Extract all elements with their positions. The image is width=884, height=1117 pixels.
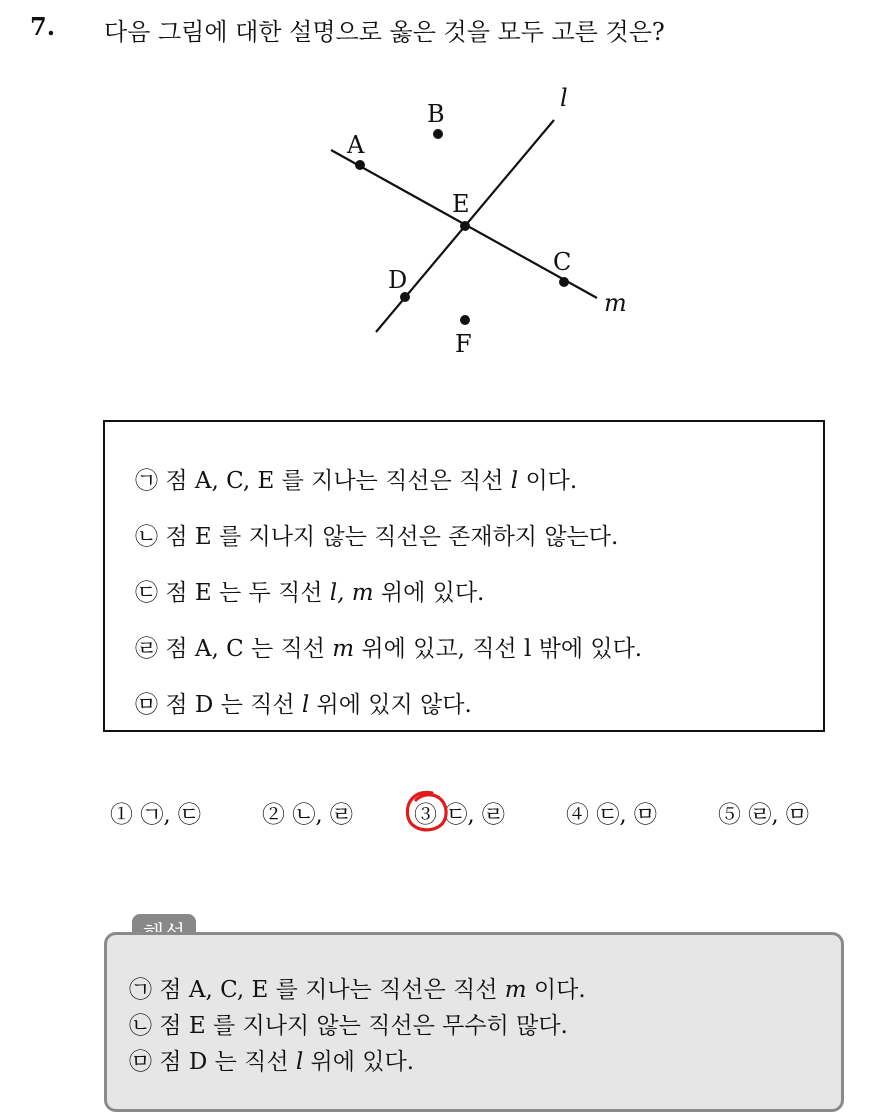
geometry-figure [0, 0, 884, 400]
explanation-text: ㉡ 점 E 를 지나지 않는 직선은 무수히 많다. [129, 1013, 568, 1039]
choice-answer: ㉡, ㉣ [292, 802, 353, 828]
choice-1[interactable] [110, 796, 201, 829]
question-text: 다음 그림에 대한 설명으로 옳은 것을 모두 고른 것은? [104, 18, 665, 46]
label-l: l [560, 84, 568, 112]
statement-5 [135, 686, 472, 719]
choice-answer: ㉠, ㉢ [140, 802, 201, 828]
choice-4[interactable] [566, 796, 657, 829]
statement-var: m [332, 636, 355, 662]
statement-text-end: 위에 있고, 직선 l 밖에 있다. [354, 636, 643, 662]
label-d: D [388, 266, 408, 294]
statement-text-end: 이다. [518, 468, 578, 494]
statement-var: l, m [329, 580, 374, 606]
point-b [433, 129, 443, 139]
label-e: E [452, 190, 470, 218]
choice-number: ① [110, 802, 133, 828]
choice-5[interactable] [718, 796, 809, 829]
statement-marker: ㉡ [135, 524, 158, 550]
statement-text-end: 위에 있다. [373, 580, 485, 606]
choice-number: ⑤ [718, 802, 741, 828]
statement-text: 점 E 는 두 직선 [165, 580, 330, 606]
statement-marker: ㉠ [135, 468, 158, 494]
explanation-text: ㉠ 점 A, C, E 를 지나는 직선은 직선 [129, 977, 505, 1003]
statement-marker: ㉤ [135, 692, 158, 718]
explanation-line-3 [129, 1043, 414, 1076]
statements-box [103, 420, 825, 732]
explanation-text-end: 이다. [526, 977, 586, 1003]
statement-marker: ㉢ [135, 580, 158, 606]
choice-number: ② [262, 802, 285, 828]
choice-number: ④ [566, 802, 589, 828]
statement-var: l [301, 692, 310, 718]
explanation-text-end: 위에 있다. [303, 1049, 415, 1075]
explanation-line-2 [129, 1007, 568, 1040]
statement-4 [135, 630, 642, 663]
point-f [460, 315, 470, 325]
explanation-text: ㉤ 점 D 는 직선 [129, 1049, 296, 1075]
choice-number: ③ [414, 802, 437, 828]
statement-text: 점 A, C 는 직선 [165, 636, 333, 662]
statement-3 [135, 574, 484, 607]
label-m: m [604, 289, 627, 317]
selected-answer-circle-icon [402, 787, 452, 837]
label-f: F [455, 330, 472, 358]
label-a: A [347, 131, 365, 159]
label-b: B [427, 100, 445, 128]
statement-2 [135, 518, 618, 551]
explanation-line-1 [129, 971, 586, 1004]
statement-text: 점 A, C, E 를 지나는 직선은 직선 [165, 468, 511, 494]
choice-answer: ㉣, ㉤ [748, 802, 809, 828]
point-e [460, 221, 470, 231]
question-number: 7. [30, 12, 56, 41]
explanation-var: l [295, 1049, 304, 1075]
label-c: C [553, 248, 572, 276]
statement-text: 점 E 를 지나지 않는 직선은 존재하지 않는다. [165, 524, 619, 550]
statement-var: l [510, 468, 519, 494]
statement-1 [135, 462, 577, 495]
point-a [355, 160, 365, 170]
choice-answer: ㉢, ㉣ [444, 802, 505, 828]
explanation-var: m [504, 977, 527, 1003]
choice-2[interactable] [262, 796, 353, 829]
choice-answer: ㉢, ㉤ [596, 802, 657, 828]
statement-text-end: 위에 있지 않다. [309, 692, 472, 718]
point-c [559, 277, 569, 287]
statement-marker: ㉣ [135, 636, 158, 662]
explanation-box [104, 932, 844, 1112]
statement-text: 점 D 는 직선 [165, 692, 302, 718]
